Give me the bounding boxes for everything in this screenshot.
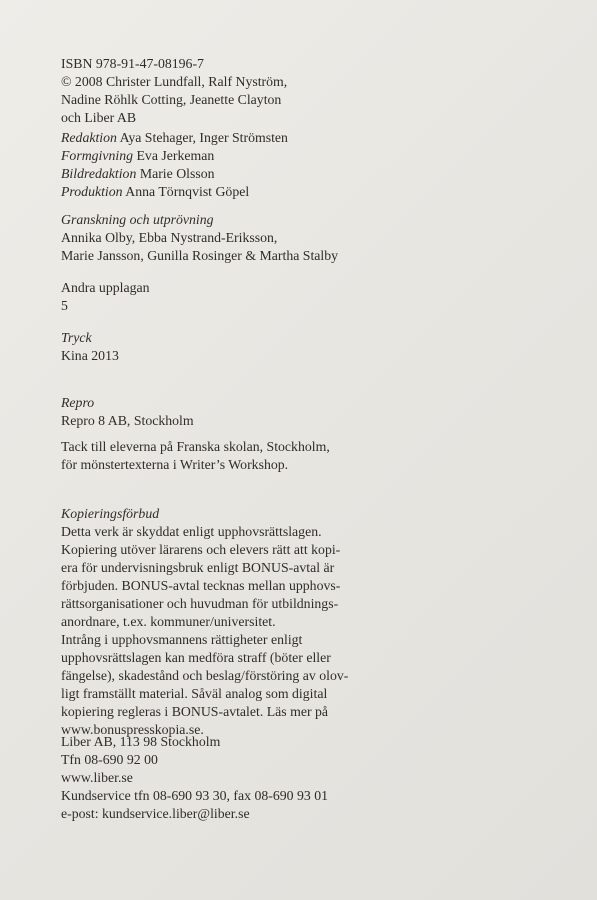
publisher-customer-service: Kundservice tfn 08-690 93 30, fax 08-690 93 01	[61, 788, 329, 803]
copy-ban-line: fängelse), skadestånd och beslag/förstöring av olov-	[61, 668, 349, 683]
isbn-copyright-block	[61, 55, 577, 127]
thanks-line: Tack till eleverna på Franska skolan, Stockholm,	[61, 439, 330, 454]
credit-line	[61, 129, 577, 147]
copyright-line: Nadine Röhlk Cotting, Jeanette Clayton	[61, 92, 282, 107]
isbn-line: ISBN 978-91-47-08196-7	[61, 56, 204, 71]
review-line: Annika Olby, Ebba Nystrand-Eriksson,	[61, 230, 278, 245]
credit-names: Marie Olsson	[139, 166, 215, 181]
review-heading: Granskning och utprövning	[61, 212, 214, 227]
repro-heading: Repro	[61, 395, 95, 410]
copy-ban-heading: Kopieringsförbud	[61, 506, 160, 521]
review-line: Marie Jansson, Gunilla Rosinger & Martha Stalby	[61, 248, 339, 263]
print-block	[61, 329, 577, 365]
credit-names: Aya Stehager, Inger Strömsten	[119, 130, 288, 145]
copy-ban-line: rättsorganisationer och huvudman för utbildnings-	[61, 596, 339, 611]
credit-names: Anna Törnqvist Göpel	[125, 184, 250, 199]
credit-line	[61, 165, 577, 183]
review-block	[61, 211, 577, 265]
copy-ban-block	[61, 505, 577, 739]
credits-block	[61, 129, 577, 201]
copyright-line: och Liber AB	[61, 110, 137, 125]
credit-role: Formgivning	[61, 148, 134, 163]
copy-ban-line: era för undervisningsbruk enligt BONUS-avtal är	[61, 560, 335, 575]
copy-ban-line: upphovsrättslagen kan medföra straff (böter eller	[61, 650, 331, 665]
print-heading: Tryck	[61, 330, 92, 345]
publisher-phone: Tfn 08-690 92 00	[61, 752, 158, 767]
copy-ban-line: Intrång i upphovsmannens rättigheter enligt	[61, 632, 303, 647]
copy-ban-line: ligt framställt material. Såväl analog som digital	[61, 686, 328, 701]
credit-role: Bildredaktion	[61, 166, 137, 181]
thanks-line: för mönstertexterna i Writer’s Workshop.	[61, 457, 289, 472]
copy-ban-line: www.bonuspresskopia.se.	[61, 722, 204, 737]
credit-line	[61, 183, 577, 201]
copyright-line: © 2008 Christer Lundfall, Ralf Nyström,	[61, 74, 288, 89]
credit-line	[61, 147, 577, 165]
repro-value: Repro 8 AB, Stockholm	[61, 413, 194, 428]
repro-block	[61, 394, 577, 430]
credit-names: Eva Jerkeman	[136, 148, 215, 163]
edition-label: Andra upplagan	[61, 280, 150, 295]
thanks-block	[61, 438, 577, 474]
publisher-email: e-post: kundservice.liber@liber.se	[61, 806, 250, 821]
credit-role: Produktion	[61, 184, 123, 199]
publisher-website: www.liber.se	[61, 770, 133, 785]
print-value: Kina 2013	[61, 348, 119, 363]
copy-ban-line: kopiering regleras i BONUS-avtalet. Läs mer på	[61, 704, 329, 719]
copy-ban-line: Detta verk är skyddat enligt upphovsrättslagen.	[61, 524, 322, 539]
copy-ban-line: förbjuden. BONUS-avtal tecknas mellan upphovs-	[61, 578, 341, 593]
copy-ban-line: anordnare, t.ex. kommuner/universitet.	[61, 614, 276, 629]
copy-ban-line: Kopiering utöver lärarens och elevers rätt att kopi-	[61, 542, 341, 557]
credit-role: Redaktion	[61, 130, 117, 145]
edition-block	[61, 279, 577, 315]
edition-number: 5	[61, 298, 68, 313]
publisher-block	[61, 733, 577, 823]
publisher-address: Liber AB, 113 98 Stockholm	[61, 734, 221, 749]
